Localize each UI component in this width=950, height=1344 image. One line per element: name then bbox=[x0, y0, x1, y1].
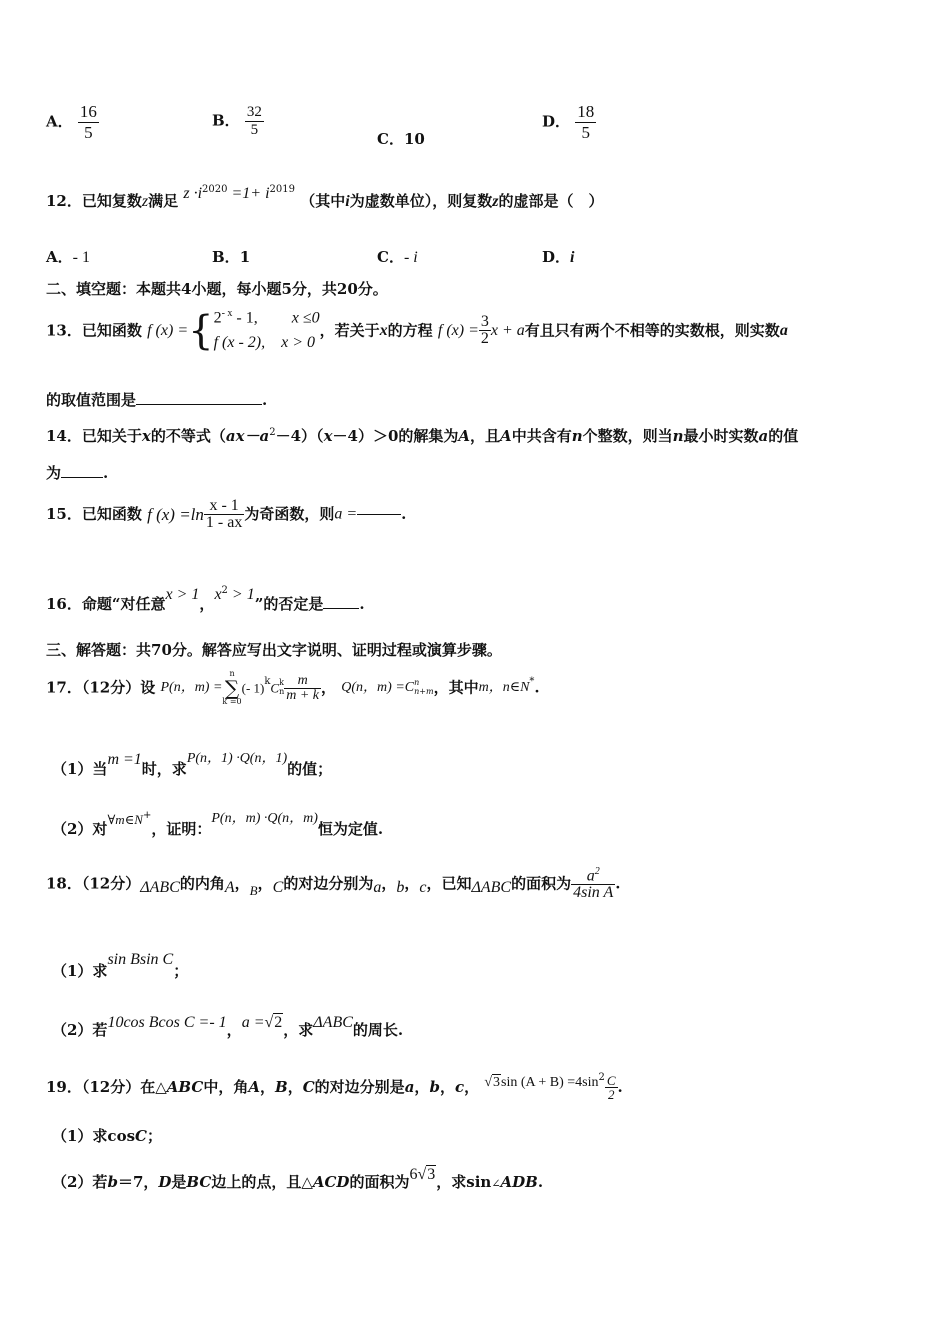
q14-answer-blank[interactable] bbox=[61, 477, 103, 478]
q17-mid: ，其中 bbox=[433, 678, 479, 697]
question-17-part2 bbox=[52, 810, 384, 838]
q13-suffix: 有且只有两个不相等的实数根，则实数 bbox=[524, 321, 780, 340]
q13-case-1 bbox=[214, 306, 320, 331]
question-13 bbox=[46, 306, 788, 356]
q19-exp: 2 bbox=[598, 1072, 605, 1083]
q14-ax: ax bbox=[225, 427, 245, 445]
q18-a: a bbox=[373, 879, 382, 897]
q17-end: . bbox=[534, 678, 540, 697]
q19-mid: 中，角 bbox=[203, 1078, 249, 1096]
q18-mid2: 的对边分别为 bbox=[283, 874, 374, 893]
q17-sum bbox=[222, 670, 241, 706]
q15-frac bbox=[204, 498, 244, 531]
q11-c-label: C． bbox=[377, 130, 404, 148]
q17-p1-suffix: 的值； bbox=[287, 760, 333, 778]
q14-mid: 的不等式（ bbox=[150, 427, 226, 445]
q13-line2: 的取值范围是 bbox=[46, 391, 137, 409]
q12-c-value: - i bbox=[403, 249, 418, 266]
q19-sqrt3: 3 bbox=[493, 1075, 501, 1090]
q18-mid: 的内角 bbox=[179, 874, 225, 893]
q18-p2-comma: ， bbox=[226, 1021, 242, 1039]
q19-A: A bbox=[248, 1078, 260, 1096]
q13-x: x bbox=[379, 321, 388, 339]
q12-option-d bbox=[542, 246, 574, 267]
q17-q-def: Q(n，m) =C bbox=[341, 680, 415, 695]
q14-x: x bbox=[141, 427, 151, 445]
q11-d-num: 18 bbox=[577, 102, 595, 121]
q19-p2-angle: ∠ bbox=[491, 1177, 501, 1190]
q11-d-den: 5 bbox=[581, 123, 590, 142]
q18-frac-den: 4sin A bbox=[573, 884, 614, 902]
q13-mid: ，若关于 bbox=[319, 321, 380, 340]
q12-b-value: 1 bbox=[239, 248, 251, 266]
q13-case2-cond: x > 0 bbox=[281, 334, 315, 352]
q19-p2-mid: 是 bbox=[171, 1173, 187, 1191]
q17-p1-cond: m =1 bbox=[107, 751, 142, 768]
q17-vars: m，n∈N bbox=[478, 680, 530, 695]
q14-a: a bbox=[758, 427, 769, 445]
q14-n2: n bbox=[672, 427, 684, 445]
q17-sum-bot: k =0 bbox=[222, 697, 242, 706]
q18-p2-tri: ΔABC bbox=[313, 1014, 353, 1031]
q15-frac-den: 1 - ax bbox=[205, 514, 243, 531]
q12-formula: z ·i bbox=[183, 185, 203, 202]
q17-term-exp: k bbox=[264, 676, 271, 687]
q17-p2-cond: ∀m∈N bbox=[107, 812, 143, 827]
q11-c-value: 10 bbox=[403, 130, 425, 148]
q19-p2-mid2: 边上的点，且△ bbox=[211, 1173, 313, 1191]
q19-frac-den: 2 bbox=[607, 1087, 615, 1102]
question-16 bbox=[46, 585, 365, 613]
q15-fx: f (x) =ln bbox=[147, 505, 204, 524]
question-12 bbox=[46, 184, 604, 210]
q13-fx: f (x) = bbox=[147, 321, 189, 339]
q11-b-num: 32 bbox=[246, 104, 262, 120]
question-19: 19．（12分）在△ABC中，角A，B，C的对边分别是a，b，c， √3sin $(A + B) =4\sin^2$ $\frac{C}{2}$ . bbox=[46, 1072, 623, 1102]
q13-prefix: 13．已知函数 bbox=[46, 321, 142, 340]
q18-p1-label: （1）求 bbox=[52, 962, 108, 980]
q11-b-fraction bbox=[245, 104, 264, 139]
question-17 bbox=[46, 670, 540, 706]
q13-answer-blank[interactable] bbox=[136, 404, 262, 405]
q17-star: * bbox=[529, 676, 535, 687]
q17-prefix: 17．（12分）设 bbox=[46, 678, 156, 697]
q16-cond2exp: 2 bbox=[221, 585, 228, 596]
q11-option-d bbox=[542, 102, 596, 143]
question-15 bbox=[46, 498, 406, 531]
q19-C: C bbox=[302, 1078, 315, 1096]
q18-p2-suffix: 的周长. bbox=[352, 1021, 404, 1039]
q19-p2-b: b bbox=[107, 1173, 118, 1191]
q19-prefix: 19．（12分）在△ bbox=[46, 1078, 167, 1096]
question-13-line2 bbox=[46, 393, 267, 408]
q17-q-sub: n+m bbox=[414, 687, 434, 696]
q17-c: C bbox=[270, 680, 280, 696]
q18-sep3: ， bbox=[381, 874, 397, 893]
q19-p2-mid4: ，求sin bbox=[436, 1173, 492, 1191]
q13-frac-den: 2 bbox=[480, 330, 489, 348]
q19-p2-eq: ＝7， bbox=[117, 1173, 159, 1191]
q11-option-c bbox=[377, 128, 425, 149]
q18-frac-exp: 2 bbox=[594, 866, 600, 877]
q17-term: (- 1) bbox=[241, 680, 265, 696]
q13-end: . bbox=[262, 391, 268, 409]
q14-rest2: －4）＞0的解集为 bbox=[332, 427, 459, 445]
q12-b-label: B． bbox=[212, 248, 240, 266]
q12-a-label: A． bbox=[46, 248, 73, 266]
q12-paren: （其中 bbox=[300, 192, 346, 210]
q12-mid: 满足 bbox=[148, 192, 179, 210]
q17-p2-label: （2）对 bbox=[52, 820, 108, 838]
q13-case1-rest: - 1, bbox=[232, 309, 258, 327]
q14-mid6: 最小时实数 bbox=[683, 427, 759, 445]
q11-a-num: 16 bbox=[79, 102, 97, 121]
q11-a-den: 5 bbox=[84, 123, 93, 142]
question-18 bbox=[46, 867, 621, 901]
q19-end: . bbox=[617, 1078, 623, 1096]
q12-exp1: 2020 bbox=[202, 184, 228, 195]
q14-prefix: 14．已知关于 bbox=[46, 427, 142, 445]
q19-p2-BC: BC bbox=[186, 1173, 212, 1191]
q13-frac bbox=[479, 314, 491, 347]
q15-answer-blank[interactable] bbox=[357, 514, 401, 515]
q19-p2-D: D bbox=[158, 1173, 172, 1191]
q14-A2: A bbox=[500, 427, 512, 445]
q12-c-label: C． bbox=[377, 248, 404, 266]
q11-d-label: D． bbox=[542, 112, 571, 131]
q17-frac-num: m bbox=[284, 674, 321, 689]
q17-p2-plus: + bbox=[142, 810, 152, 821]
q18-p2-mid: ，求 bbox=[283, 1021, 314, 1039]
q13-case-2 bbox=[214, 331, 320, 356]
q18-C: C bbox=[272, 879, 284, 897]
q18-tri: ΔABC bbox=[140, 879, 180, 897]
q18-frac bbox=[571, 867, 615, 901]
q14-mid4: 中共含有 bbox=[511, 427, 572, 445]
q17-p2-expr: P(n，m) ·Q(n，m) bbox=[211, 811, 318, 826]
q18-b: b bbox=[396, 879, 405, 897]
q19-p1: （1）求cos bbox=[52, 1127, 136, 1145]
q18-A: A bbox=[224, 879, 235, 897]
q19-B: B bbox=[275, 1078, 288, 1096]
q14-x2: x bbox=[323, 427, 333, 445]
question-19-part2: （2）若b＝7，D是BC边上的点，且△ACD的面积为6√3，求sin∠ADB. bbox=[52, 1166, 544, 1191]
q17-sum-symbol: ∑ bbox=[224, 676, 240, 700]
q19-p2-label: （2）若 bbox=[52, 1173, 108, 1191]
q15-frac-num: x - 1 bbox=[204, 498, 244, 515]
q12-option-c bbox=[377, 246, 418, 267]
q19-p2-mid3: 的面积为 bbox=[349, 1173, 410, 1191]
q18-p2-a: a = bbox=[241, 1014, 265, 1031]
q18-mid3: ，已知 bbox=[426, 874, 472, 893]
q18-p1-end: ； bbox=[173, 962, 189, 980]
q11-b-label: B． bbox=[212, 111, 240, 130]
q14-end: . bbox=[103, 464, 109, 482]
q17-c-sub: n bbox=[279, 687, 285, 696]
q14-suffix: 的值 bbox=[768, 427, 799, 445]
q18-prefix: 18．（12分） bbox=[46, 874, 141, 893]
q13-case1-exp: - x bbox=[221, 308, 233, 319]
q14-mid3: ，且 bbox=[470, 427, 501, 445]
q18-p1-expr: sin Bsin C bbox=[107, 951, 174, 968]
question-18-part2: （2）若10cos Bcos C =- 1，a =√2，求ΔABC的周长. bbox=[52, 1014, 404, 1039]
q12-suffix: 的虚部是（ ） bbox=[498, 192, 604, 210]
question-14-line2 bbox=[46, 466, 108, 481]
q17-p1-expr: P(n，1) ·Q(n，1) bbox=[186, 751, 288, 766]
q13-eq-rhs: x + a bbox=[490, 321, 525, 339]
q17-p1-label: （1）当 bbox=[52, 760, 108, 778]
q18-p2-expr: 10cos Bcos C =- 1 bbox=[107, 1014, 227, 1031]
q13-brace: { bbox=[188, 307, 214, 354]
q11-option-b bbox=[212, 104, 264, 139]
q19-frac-num: C bbox=[606, 1073, 616, 1088]
q12-formula2: =1+ i bbox=[227, 185, 270, 202]
q17-p2-suffix: 恒为定值. bbox=[317, 820, 384, 838]
q19-mid2: 的对边分别是 bbox=[314, 1078, 405, 1096]
q19-abc: ABC bbox=[166, 1078, 204, 1096]
q12-z: z bbox=[141, 193, 149, 210]
q12-option-b bbox=[212, 246, 250, 267]
q17-frac-den: m + k bbox=[286, 687, 320, 703]
q12-z2: z bbox=[492, 193, 499, 210]
q18-frac-num: a bbox=[586, 867, 595, 885]
q14-rest: －4）（ bbox=[275, 427, 324, 445]
q17-sum-top: n bbox=[229, 669, 235, 678]
q13-frac-num: 3 bbox=[480, 313, 489, 331]
q11-a-fraction bbox=[78, 102, 99, 143]
q19-p2-six: 6 bbox=[409, 1166, 418, 1183]
q18-sep1: ， bbox=[234, 874, 250, 893]
q17-q-sup: n bbox=[414, 678, 420, 688]
q19-p1-end: ； bbox=[146, 1127, 162, 1145]
q17-p1-mid: 时，求 bbox=[141, 760, 187, 778]
q17-p-def: P(n，m) = bbox=[160, 680, 223, 695]
q12-option-a bbox=[46, 246, 90, 267]
q15-end: . bbox=[401, 505, 407, 523]
q12-exp2: 2019 bbox=[269, 184, 295, 195]
q12-d-label: D． bbox=[542, 248, 571, 266]
question-18-part1 bbox=[52, 951, 189, 980]
q18-tri2: ΔABC bbox=[471, 879, 512, 897]
q16-end: . bbox=[359, 595, 365, 613]
q17-frac bbox=[284, 674, 321, 703]
q18-c: c bbox=[419, 879, 427, 897]
q16-cond2a: x bbox=[214, 586, 222, 603]
section-2-heading: 二、填空题：本题共4小题，每小题5分，共20分。 bbox=[46, 280, 388, 298]
q19-p2-ADB: ADB bbox=[500, 1173, 538, 1191]
q18-sep4: ， bbox=[404, 874, 420, 893]
q12-paren2: 为虚数单位），则复数 bbox=[349, 192, 493, 210]
q14-mid5: 个整数，则当 bbox=[582, 427, 673, 445]
q19-frac bbox=[605, 1074, 618, 1101]
q19-a: a bbox=[404, 1078, 415, 1096]
question-17-part1 bbox=[52, 751, 333, 778]
q12-prefix: 12．已知复数 bbox=[46, 192, 142, 210]
q17-q-indices bbox=[414, 679, 433, 697]
q13-cases bbox=[214, 306, 320, 356]
q19-p2-ACD: ACD bbox=[312, 1173, 350, 1191]
q11-option-a bbox=[46, 102, 99, 143]
q14-n: n bbox=[571, 427, 583, 445]
q19-p2-sqrt: 3 bbox=[427, 1166, 436, 1183]
q13-eq-lhs: f (x) = bbox=[437, 321, 479, 339]
q13-case1-cond: x ≤0 bbox=[291, 309, 320, 327]
q13-case2-expr: f (x - 2), bbox=[213, 334, 266, 352]
q13-mid2: 的方程 bbox=[387, 321, 433, 340]
q14-line2: 为 bbox=[46, 464, 62, 482]
q16-cond1: x > 1 bbox=[165, 586, 200, 603]
q17-p2-mid: ，证明： bbox=[151, 820, 212, 838]
q19-c: c bbox=[454, 1078, 465, 1096]
q15-a: a = bbox=[334, 505, 358, 523]
q17-comma: ， bbox=[321, 678, 337, 697]
q18-end: . bbox=[615, 874, 621, 893]
q16-answer-blank[interactable] bbox=[323, 608, 359, 609]
q19-expr: sin (A + B) =4sin bbox=[501, 1075, 599, 1090]
q19-p2-end: . bbox=[537, 1173, 544, 1191]
q14-sq: 2 bbox=[269, 427, 276, 438]
q16-prefix: 16．命题“对任意 bbox=[46, 595, 166, 613]
q16-suffix: ”的否定是 bbox=[254, 595, 324, 613]
q17-c-sup: k bbox=[279, 678, 284, 688]
q18-p2-label: （2）若 bbox=[52, 1021, 108, 1039]
q11-d-fraction bbox=[575, 102, 596, 143]
question-14 bbox=[46, 428, 798, 444]
q18-B: B bbox=[249, 882, 258, 898]
q18-sep2: ， bbox=[257, 874, 273, 893]
q14-A: A bbox=[458, 427, 471, 445]
q12-d-value: i bbox=[570, 249, 575, 266]
q13-a: a bbox=[779, 321, 788, 339]
q18-p2-sqrt: 2 bbox=[274, 1014, 283, 1031]
q11-a-label: A． bbox=[46, 112, 73, 131]
question-19-part1 bbox=[52, 1129, 162, 1144]
q14-minus-a: －a bbox=[244, 427, 270, 445]
q12-a-value: - 1 bbox=[72, 249, 90, 266]
q13-case1-expr: 2 bbox=[213, 309, 222, 327]
section-3-heading: 三、解答题：共70分。解答应写出文字说明、证明过程或演算步骤。 bbox=[46, 641, 502, 659]
q18-mid4: 的面积为 bbox=[511, 874, 572, 893]
q19-b: b bbox=[429, 1078, 440, 1096]
q12-i: i bbox=[345, 193, 350, 210]
q11-b-den: 5 bbox=[250, 122, 259, 138]
q15-mid: 为奇函数，则 bbox=[244, 505, 335, 523]
q16-comma: ， bbox=[199, 595, 215, 613]
q19-p1-C: C bbox=[135, 1127, 147, 1145]
q16-cond2b: > 1 bbox=[227, 586, 255, 603]
q15-prefix: 15．已知函数 bbox=[46, 505, 142, 523]
